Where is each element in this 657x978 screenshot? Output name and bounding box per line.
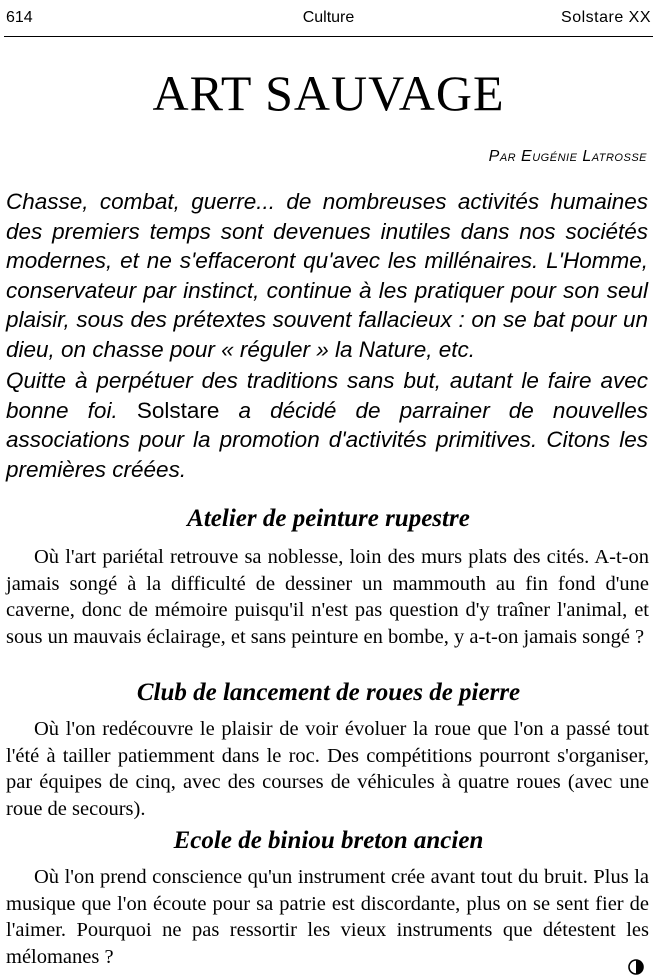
page-header xyxy=(6,0,651,37)
half-moon-end-mark-icon xyxy=(627,958,645,976)
magazine-name: Solstare XX xyxy=(561,9,651,26)
section-text-biniou-breton: Où l'on prend conscience qu'un instrument crée avant tout du bruit. Plus la musique que l'on écoute pour sa patrie est discordante, plus on se sent fier de l'aimer. Pourquoi ne pas ressortir les vieux instruments que détestent les mélomanes ? xyxy=(6,866,649,968)
section-text-roues-de-pierre: Où l'on redécouvre le plaisir de voir évoluer la roue que l'on a passé tout l'été à tailler patiemment dans le roc. Des compétitions pourront s'organiser, par équipes de cinq, avec des courses de véhicules à quatre roues (avec une roue de secours). xyxy=(6,718,649,820)
page-number: 614 xyxy=(6,9,33,26)
intro-paragraph-1: Chasse, combat, guerre... de nombreuses activités humaines des premiers temps sont devenues inutiles dans nos sociétés modernes, et ne s'effaceront qu'avec les millénaires. L'Homme, conservateur par instinct, continue à les pratiquer pour son seul plaisir, sous des prétextes souvent fallacieux : on se bat pour un dieu, on chasse pour « réguler » la Nature, etc. xyxy=(6,189,648,362)
intro-paragraph-2 xyxy=(6,366,648,484)
article-byline: Par Eugénie Latrosse xyxy=(488,148,647,165)
header-rule xyxy=(4,36,653,37)
section-title-roues-de-pierre: Club de lancement de roues de pierre xyxy=(136,679,521,706)
section-title-biniou-breton: Ecole de biniou breton ancien xyxy=(173,827,484,854)
intro-magazine-name: Solstare xyxy=(136,397,220,423)
article-title: ART SAUVAGE xyxy=(152,65,505,121)
section-text-peinture-rupestre: Où l'art pariétal retrouve sa noblesse, loin des murs plats des cités. A-t-on jamais songé à la difficulté de dessiner un mammouth au fin fond d'une caverne, donc de mémoire puisqu'il n'est pas question d'y traîner l'animal, et sous un mauvais éclairage, et sans peinture en bombe, y a-t-on jamais songé ? xyxy=(6,546,649,648)
section-name: Culture xyxy=(302,9,355,26)
intro-paragraph-2-start: Quitte à perpétuer des traditions sans but, autant le faire avec bonne foi. xyxy=(6,368,648,423)
section-title-peinture-rupestre: Atelier de peinture rupestre xyxy=(187,505,470,532)
intro-paragraph-2-end: a décidé de parrainer de nouvelles associations pour la promotion d'activités primitives. Citons les premières créées. xyxy=(6,397,648,482)
